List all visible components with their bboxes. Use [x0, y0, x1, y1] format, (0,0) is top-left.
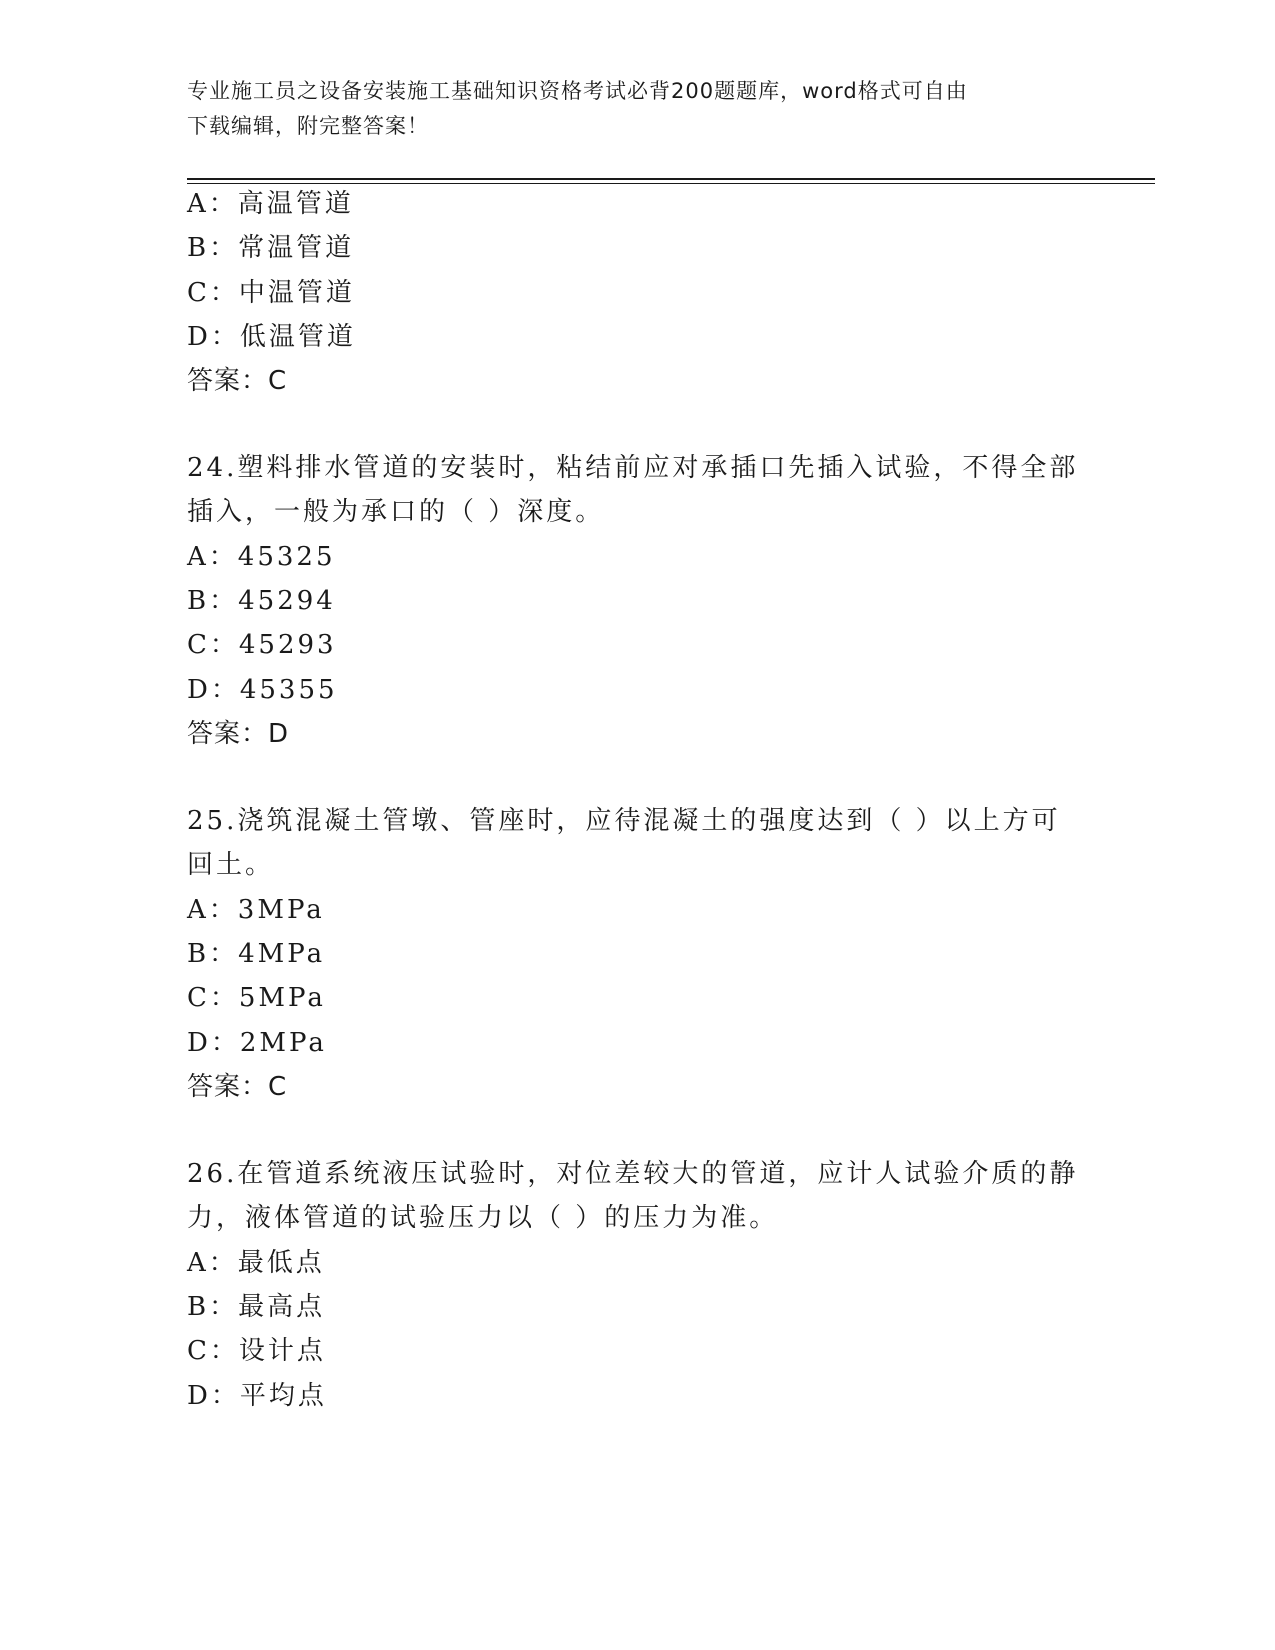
header-line-2: 下载编辑，附完整答案！	[187, 114, 429, 138]
document-header	[187, 74, 1067, 144]
q26-option-a: A：最低点	[187, 1248, 325, 1278]
header-rule-thin	[187, 183, 1155, 184]
q25-option-a: A：3MPa	[187, 895, 325, 925]
q24-answer: 答案：D	[187, 719, 290, 749]
q25-question-line-1: 25.浇筑混凝土管墩、管座时，应待混凝土的强度达到（ ）以上方可	[187, 806, 1061, 836]
q24-option-a: A：45325	[187, 542, 336, 572]
q25-option-c: C：5MPa	[187, 983, 326, 1013]
q23-answer: 答案：C	[187, 366, 288, 396]
q24-option-c: C：45293	[187, 630, 337, 660]
q25-question-line-2: 回土。	[187, 850, 275, 880]
q25-option-d: D：2MPa	[187, 1028, 327, 1058]
q26-question-line-1: 26.在管道系统液压试验时，对位差较大的管道，应计人试验介质的静	[187, 1159, 1079, 1189]
q25-answer: 答案：C	[187, 1072, 288, 1102]
q24-option-d: D：45355	[187, 675, 338, 705]
q24-question-line-2: 插入，一般为承口的（ ）深度。	[187, 497, 605, 527]
q23-option-a: A：高温管道	[187, 189, 354, 219]
q26-option-c: C：设计点	[187, 1336, 326, 1366]
q23-option-d: D：低温管道	[187, 322, 356, 352]
q24-option-b: B：45294	[187, 586, 336, 616]
header-rule-thick	[187, 178, 1155, 180]
q25-option-b: B：4MPa	[187, 939, 326, 969]
q26-option-b: B：最高点	[187, 1292, 326, 1322]
q26-question-line-2: 力，液体管道的试验压力以（ ）的压力为准。	[187, 1203, 779, 1233]
q23-option-b: B：常温管道	[187, 233, 355, 263]
q23-option-c: C：中温管道	[187, 278, 355, 308]
header-line-1: 专业施工员之设备安装施工基础知识资格考试必背200题题库，word格式可自由	[187, 79, 968, 103]
q26-option-d: D：平均点	[187, 1381, 327, 1411]
q24-question-line-1: 24.塑料排水管道的安装时，粘结前应对承插口先插入试验，不得全部	[187, 453, 1079, 483]
